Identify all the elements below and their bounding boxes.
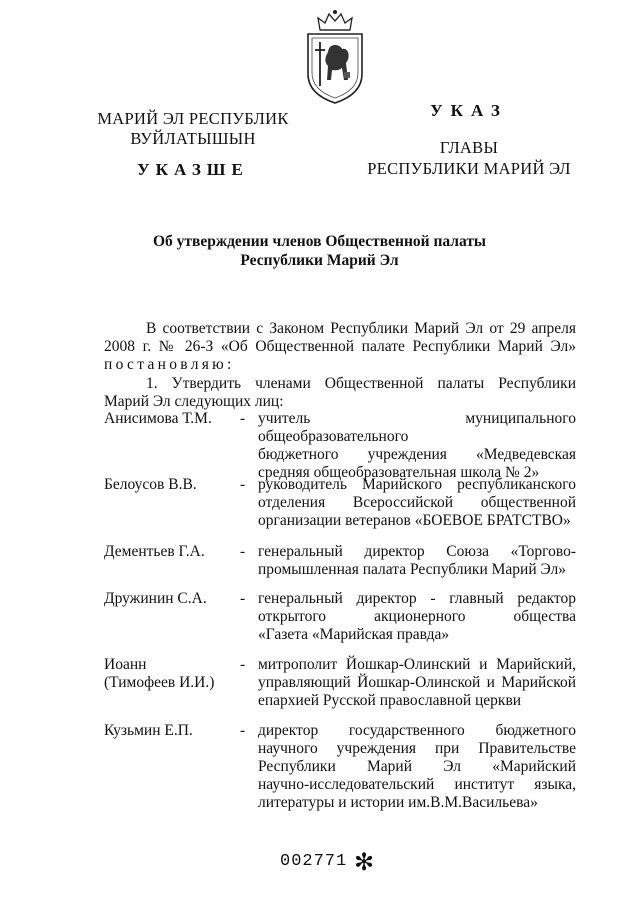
- preamble: [104, 320, 576, 374]
- member-name: Кузьмин Е.П.: [104, 722, 193, 739]
- member-description: директор государственного бюджетного научного учреждения при Правительстве Республики Марий Эл «Марийский научно-исследовательский институт языка, литературы и истории им.В.М.Васильева»: [258, 722, 576, 811]
- member-dash: -: [240, 543, 246, 560]
- member-dash: -: [240, 476, 246, 493]
- member-description: руководитель Марийского республиканского отделения Всероссийской общественной организации ветеранов «БОЕВОЕ БРАТСТВО»: [258, 476, 576, 529]
- document-title-line1: Об утверждении членов Общественной палаты: [152, 233, 487, 250]
- member-description: митрополит Йошкар-Олинский и Марийский, управляющий Йошкар-Олинской и Марийской епархией Русской православной церкви: [258, 656, 576, 709]
- member-description: учитель муниципального общеобразовательного бюджетного учреждения «Медведевская средняя общеобразовательная школа № 2»: [258, 410, 576, 481]
- member-dash: -: [240, 410, 246, 427]
- coat-of-arms-icon: [298, 8, 372, 106]
- member-description: генеральный директор Союза «Торгово- промышленная палата Республики Марий Эл»: [258, 543, 576, 578]
- item-1-line1: 1. Утвердить членами Общественной палаты Республики: [146, 375, 576, 392]
- right-header-line2: РЕСПУБЛИКИ МАРИЙ ЭЛ: [367, 159, 571, 178]
- member-name: Анисимова Т.М.: [104, 410, 212, 427]
- preamble-line1: В соответствии с Законом Республики Марий Эл от 29 апреля: [146, 320, 576, 337]
- member-name: Иоанн (Тимофеев И.И.): [104, 656, 215, 691]
- item-1: [104, 375, 576, 411]
- document-title-line2: Республики Марий Эл: [240, 252, 399, 269]
- serial-number: 002771: [280, 852, 348, 871]
- left-header-line2: ВУЙЛАТЫШЫН: [130, 129, 256, 148]
- member-name: Дементьев Г.А.: [104, 543, 205, 560]
- member-name: Дружинин С.А.: [104, 590, 207, 607]
- left-header-line1: МАРИЙ ЭЛ РЕСПУБЛИК: [97, 109, 289, 128]
- right-header-line1: ГЛАВЫ: [439, 138, 499, 157]
- member-dash: -: [240, 722, 246, 739]
- item-1-line2: Марий Эл следующих лиц:: [104, 393, 284, 410]
- member-description: генеральный директор - главный редактор открытого акционерного общества «Газета «Марийская правда»: [258, 590, 576, 643]
- left-header-title: УКАЗШЕ: [137, 160, 249, 179]
- member-dash: -: [240, 656, 246, 673]
- member-dash: -: [240, 590, 246, 607]
- preamble-line2: 2008 г. № 26-З «Об Общественной палате Республики Марий Эл»: [104, 338, 576, 355]
- asterisk-mark-icon: ✻: [354, 848, 375, 876]
- right-header-title: УКАЗ: [430, 101, 508, 120]
- member-name: Белоусов В.В.: [104, 476, 197, 493]
- preamble-line3: постановляю:: [104, 356, 235, 373]
